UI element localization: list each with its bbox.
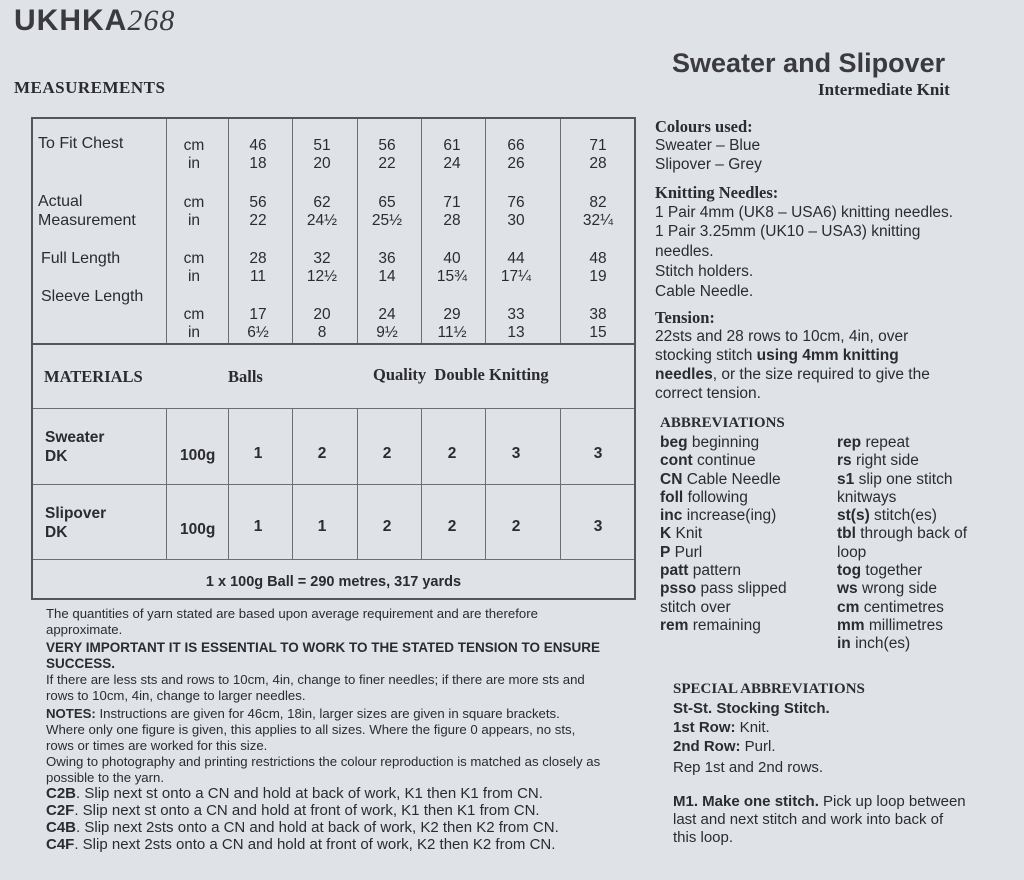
ball-count: 2 [447, 518, 457, 535]
ball-count: 1 [317, 518, 327, 535]
size-value: 44 [507, 250, 525, 267]
abbreviation-item: cm centimetres [837, 598, 944, 616]
note-important-2: SUCCESS. [46, 656, 116, 671]
size-value: 62 [313, 194, 331, 211]
size-value: 22 [249, 212, 267, 229]
size-value: 38 [589, 306, 607, 323]
size-value: 40 [443, 250, 461, 267]
notes-line-2: Where only one figure is given, this applies to all sizes. Where the figure 0 appears, no sts, [46, 722, 576, 737]
unit-cm: cm [183, 250, 205, 267]
needles-title: Knitting Needles: [655, 183, 779, 202]
sleeve-length-label: Sleeve Length [41, 288, 144, 305]
size-value: 17¼ [500, 268, 532, 285]
size-value: 56 [378, 137, 396, 154]
sweater-dk-label: DK [45, 448, 68, 465]
abbreviations-title: ABBREVIATIONS [660, 415, 785, 431]
note-quantities-2: approximate. [46, 622, 123, 637]
sweater-label: Sweater [45, 429, 105, 446]
abbreviation-item: rem remaining [660, 616, 761, 634]
size-value: 46 [249, 137, 267, 154]
abbreviation-item: patt pattern [660, 562, 741, 580]
c4b-line: C4B. Slip next 2sts onto a CN and hold at back of work, K2 then K2 from CN. [46, 819, 559, 836]
abbreviation-item: P Purl [660, 543, 703, 561]
size-value: 15¾ [436, 268, 468, 285]
abbreviation-item: tbl through back of [837, 525, 968, 543]
size-value: 24 [378, 306, 396, 323]
needle-line-2: 1 Pair 3.25mm (UK10 – USA3) knitting [655, 223, 921, 240]
size-value: 18 [249, 155, 267, 172]
size-value: 66 [507, 137, 525, 154]
balls-header: Balls [228, 367, 263, 386]
needle-line-5: Cable Needle. [655, 283, 754, 300]
chest-label: To Fit Chest [38, 135, 124, 152]
size-value: 13 [507, 324, 525, 341]
colour-sweater: Sweater – Blue [655, 137, 761, 154]
full-length-label: Full Length [41, 250, 121, 267]
size-value: 65 [378, 194, 396, 211]
page-subtitle: Intermediate Knit [818, 80, 950, 99]
quality-header: Quality Double Knitting [373, 365, 549, 384]
unit-in: in [187, 212, 201, 229]
unit-cm: cm [183, 194, 205, 211]
size-value: 48 [589, 250, 607, 267]
pattern-code: UKHKA268 [14, 4, 176, 37]
note-colour-1: Owing to photography and printing restrictions the colour reproduction is matched as closely as [46, 754, 601, 769]
size-value: 25½ [371, 212, 403, 229]
tension-line-1: 22sts and 28 rows to 10cm, 4in, over [655, 328, 909, 345]
size-value: 12½ [306, 268, 338, 285]
m1-line-2: last and next stitch and work into back of [673, 811, 944, 828]
size-value: 82 [589, 194, 607, 211]
size-value: 22 [378, 155, 396, 172]
abbreviation-item: rep repeat [837, 434, 910, 451]
abbreviation-item: foll following [660, 488, 748, 506]
ball-count: 3 [593, 518, 603, 535]
materials-header: MATERIALS [44, 367, 143, 386]
unit-in: in [187, 268, 201, 285]
needle-line-1: 1 Pair 4mm (UK8 – USA6) knitting needles. [655, 204, 954, 221]
tension-line-4: correct tension. [655, 385, 761, 402]
ball-count: 2 [317, 445, 327, 462]
ball-count: 3 [511, 445, 521, 462]
colour-slipover: Slipover – Grey [655, 156, 762, 173]
row-2: 2nd Row: Purl. [673, 738, 776, 755]
tension-line-3: needles, or the size required to give the [655, 366, 930, 383]
ball-count: 1 [253, 445, 263, 462]
ball-count: 1 [253, 518, 263, 535]
note-quantities-1: The quantities of yarn stated are based upon average requirement and are therefore [46, 606, 538, 621]
row-1: 1st Row: Knit. [673, 719, 770, 736]
c2f-line: C2F. Slip next st onto a CN and hold at front of work, K1 then K1 from CN. [46, 802, 540, 819]
note-finer-1: If there are less sts and rows to 10cm, 4in, change to finer needles; if there are more sts and [46, 672, 585, 687]
size-value: 32 [313, 250, 331, 267]
c4f-line: C4F. Slip next 2sts onto a CN and hold at front of work, K2 then K2 from CN. [46, 836, 556, 853]
size-value: 71 [443, 194, 461, 211]
abbreviations-left [660, 434, 787, 635]
size-value: 17 [249, 306, 267, 323]
tension-line-2: stocking stitch using 4mm knitting [655, 347, 899, 364]
unit-cm: cm [183, 137, 205, 154]
notes-line-1: NOTES: Instructions are given for 46cm, 18in, larger sizes are given in square brackets. [46, 706, 560, 721]
size-value: 28 [589, 155, 607, 172]
size-value: 20 [313, 155, 331, 172]
ball-count: 3 [593, 445, 603, 462]
m1-line-3: this loop. [673, 829, 734, 846]
needle-line-4: Stitch holders. [655, 263, 754, 280]
ball-length-footer: 1 x 100g Ball = 290 metres, 317 yards [205, 574, 462, 590]
repeat-rows: Rep 1st and 2nd rows. [673, 759, 824, 776]
colours-title: Colours used: [655, 117, 753, 136]
c2b-line: C2B. Slip next st onto a CN and hold at back of work, K1 then K1 from CN. [46, 785, 543, 802]
size-value: 71 [589, 137, 607, 154]
size-value: 51 [313, 137, 331, 154]
page-title: Sweater and Slipover [672, 48, 946, 78]
size-value: 14 [378, 268, 396, 285]
ball-count: 2 [447, 445, 457, 462]
notes-line-3: rows or times are worked for this size. [46, 738, 268, 753]
size-value: 61 [443, 137, 461, 154]
size-value: 26 [507, 155, 525, 172]
abbreviation-item: stitch over [660, 598, 731, 616]
size-value: 29 [443, 306, 461, 323]
abbreviation-item: loop [837, 543, 867, 561]
abbreviation-item: knitways [837, 488, 897, 506]
unit-cm: cm [183, 306, 205, 323]
size-value: 19 [589, 268, 607, 285]
ball-count: 2 [511, 518, 521, 535]
m1-line-1: M1. Make one stitch. Pick up loop between [673, 793, 966, 810]
tension-title: Tension: [655, 308, 715, 327]
actual-label-2: Measurement [38, 212, 136, 229]
size-value: 36 [378, 250, 396, 267]
size-value: 56 [249, 194, 267, 211]
size-value: 28 [443, 212, 461, 229]
size-value: 11 [249, 268, 267, 285]
size-value: 24 [443, 155, 461, 172]
size-value: 15 [589, 324, 607, 341]
size-value: 20 [313, 306, 331, 323]
slipover-label: Slipover [45, 505, 107, 522]
size-value: 28 [249, 250, 267, 267]
abbreviation-item: beg beginning [660, 434, 760, 451]
unit-in: in [187, 155, 201, 172]
note-finer-2: rows to 10cm, 4in, change to larger needles. [46, 688, 306, 703]
slipover-weight: 100g [180, 521, 216, 538]
abbreviation-item: inc increase(ing) [660, 507, 777, 525]
measurements-title: MEASUREMENTS [14, 78, 166, 97]
sweater-weight: 100g [180, 447, 216, 464]
slipover-dk-label: DK [45, 524, 68, 541]
abbreviation-item: in inch(es) [837, 635, 911, 653]
size-value: 8 [317, 324, 327, 341]
size-value: 76 [507, 194, 525, 211]
abbreviation-item: CN Cable Needle [660, 470, 781, 488]
abbreviation-item: psso pass slipped [660, 580, 787, 598]
size-value: 33 [507, 306, 525, 323]
size-value: 9½ [376, 324, 398, 341]
needle-line-3: needles. [655, 243, 714, 260]
abbreviation-item: tog together [837, 562, 923, 580]
abbreviation-item: ws wrong side [837, 580, 937, 598]
size-value: 11½ [437, 324, 467, 341]
stocking-stitch: St-St. Stocking Stitch. [673, 700, 830, 717]
ball-count: 2 [382, 518, 392, 535]
abbreviation-item: K Knit [660, 525, 703, 543]
actual-label-1: Actual [38, 193, 83, 210]
size-value: 30 [507, 212, 525, 229]
special-title: SPECIAL ABBREVIATIONS [673, 681, 865, 697]
abbreviation-item: mm millimetres [837, 616, 943, 634]
size-value: 24½ [306, 212, 338, 229]
note-colour-2: possible to the yarn. [46, 770, 165, 785]
abbreviation-item: rs right side [837, 452, 919, 470]
note-important-1: VERY IMPORTANT IT IS ESSENTIAL TO WORK TO THE STATED TENSION TO ENSURE [46, 640, 601, 655]
size-value: 6½ [247, 324, 269, 341]
size-value: 32¼ [582, 212, 614, 229]
ball-count: 2 [382, 445, 392, 462]
abbreviations-right [837, 434, 967, 654]
unit-in: in [187, 324, 201, 341]
abbreviation-item: cont continue [660, 452, 756, 470]
abbreviation-item: st(s) stitch(es) [837, 507, 937, 525]
abbreviation-item: s1 slip one stitch [837, 470, 953, 488]
